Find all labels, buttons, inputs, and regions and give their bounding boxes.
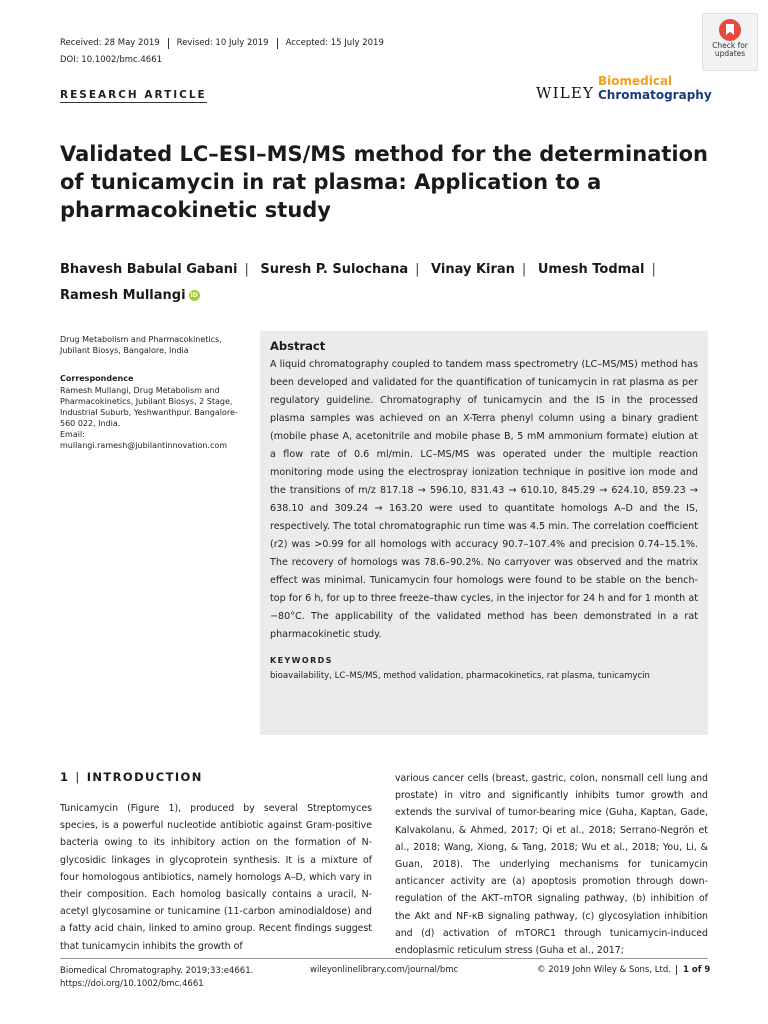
received-date: Received: 28 May 2019 <box>60 38 169 49</box>
journal-name-line1: Biomedical <box>598 74 673 88</box>
journal-logo <box>598 74 712 102</box>
author[interactable]: Umesh Todmal <box>537 262 645 277</box>
author-separator: | <box>521 262 527 277</box>
introduction-column-2: various cancer cells (breast, gastric, colon, nonsmall cell lung and prostate) in vitro and significantly inhibits tumor growth and extends the survival of tumor-bearing mice (Guha, Kaptan, Gade, Kalvakolanu, & Ahmed, 2017; Qi et al., 2018; Serrano-Negrón et al., 2018; Wang, Xiong, & Tang, 2018; Wu et al., 2018; You, Li, & Guan, 2018). The underlying mechanisms for tunicamycin anticancer activity are (a) apoptosis promotion through down-regulation of the AKT–mTOR signaling pathway, (b) inhibition of the Akt and NF-κB signaling pathway, (c) glycosylation inhibition and (d) activation of mTORC1 through tunicamycin-induced endoplasmic reticulum stress (Guha et al., 2017; <box>395 773 708 957</box>
author-separator: | <box>244 262 249 277</box>
affiliation: Drug Metabolism and Pharmacokinetics, Jubilant Biosys, Bangalore, India <box>60 335 222 355</box>
revised-date: Revised: 10 July 2019 <box>169 38 278 49</box>
journal-site-link[interactable]: wileyonlinelibrary.com/journal/bmc <box>310 965 459 975</box>
check-for-updates-label: Check for updates <box>712 41 748 58</box>
accepted-date: Accepted: 15 July 2019 <box>285 38 384 48</box>
doi-link[interactable]: https://doi.org/10.1002/bmc.4661 <box>60 979 204 989</box>
orcid-icon[interactable]: iD <box>190 292 198 299</box>
bookmark-icon <box>719 19 741 41</box>
check-for-updates-badge[interactable] <box>702 13 758 71</box>
article-title: Validated LC–ESI–MS/MS method for the determination of tunicamycin in rat plasma: Application to a pharmacokinetic study <box>60 142 708 222</box>
author[interactable]: Ramesh Mullangi <box>60 288 186 303</box>
author-list <box>60 257 700 309</box>
footer-citation <box>60 965 253 991</box>
author[interactable]: Bhavesh Babulal Gabani <box>60 262 238 277</box>
article-dates <box>60 38 392 49</box>
introduction-column-1: Tunicamycin (Figure 1), produced by several Streptomyces species, is a powerful nucleotide antibiotic against Gram-positive bacteria owing to its inhibitory action on the formation of N-glycosidic linkages in glycoprotein synthesis. It is a mixture of four homologous antibiotics, namely homologs A–D, which vary in their composition. Each homolog basically contains a uracil, N-acetyl glycosamine or tunicamine (11-carbon aminodialdose) and a fatty acid chain, linked to amino group. Recent findings suggest that tunicamycin inhibits the growth of <box>60 803 372 952</box>
abstract-heading: Abstract <box>270 339 326 353</box>
author-separator: | <box>651 262 656 277</box>
keywords: bioavailability, LC–MS/MS, method validation, pharmacokinetics, rat plasma, tunicamycin <box>270 671 650 681</box>
abstract-text: A liquid chromatography coupled to tandem mass spectrometry (LC–MS/MS) method has been developed and validated for the quantification of tunicamycin in rat plasma as per regulatory guideline. Chromatography of tunicamycin and the IS in the processed plasma samples was achieved on an X-Terra phenyl column using a binary gradient (mobile phase A, acetonitrile and mobile phase B, 5 mM ammonium formate) elution at a flow rate of 0.6 ml/min. LC–MS/MS was operated under the multiple reaction monitoring mode using the electrospray ionization technique in positive ion mode and the transitions of m/z 817.18 → 596.10, 831.43 → 610.10, 845.29 → 624.10, 859.23 → 638.10 and 309.24 → 163.20 were used to quantitate homologs A–D and the IS, respectively. The total chromatographic run time was 4.5 min. The correlation coefficient (r2) was >0.99 for all homologs with accuracy 90.7–107.4% and precision 0.74–15.1%. The recovery of homologs was 78.6–90.2%. No carryover was observed and the matrix effect was minimal. Tunicamycin four homologs were found to be stable on the bench-top for 6 h, for up to three freeze–thaw cycles, in the injector for 24 h and for 1 month at −80°C. The applicability of the validated method has been demonstrated in a rat pharmacokinetic study. <box>270 359 698 640</box>
section-title: INTRODUCTION <box>86 770 203 784</box>
journal-citation: Biomedical Chromatography. 2019;33:e4661. <box>60 966 254 976</box>
heading-separator: | <box>75 770 81 784</box>
section-number: 1 <box>60 770 70 784</box>
journal-name-line2: Chromatography <box>598 88 712 102</box>
author[interactable]: Suresh P. Sulochana <box>260 262 409 277</box>
page-number: 1 of 9 <box>676 965 710 975</box>
doi: DOI: 10.1002/bmc.4661 <box>60 55 163 65</box>
correspondence-address: Ramesh Mullangi, Drug Metabolism and Pharmacokinetics, Jubilant Biosys, 2 Stage, Industrial Suburb, Yeshwanthpur. Bangalore-560 022, India. <box>60 386 238 428</box>
correspondence-email[interactable]: Email: mullangi.ramesh@jubilantinnovation.com <box>60 430 228 450</box>
keywords-heading: KEYWORDS <box>270 656 333 665</box>
copyright: © 2019 John Wiley & Sons, Ltd. <box>537 965 671 975</box>
correspondence-heading: Correspondence <box>60 374 134 383</box>
publisher-logo: WILEY <box>536 84 595 102</box>
introduction-heading <box>60 770 203 784</box>
correspondence <box>60 385 245 451</box>
author[interactable]: Vinay Kiran <box>431 262 515 277</box>
author-separator: | <box>415 262 420 277</box>
section-label: RESEARCH ARTICLE <box>60 89 207 101</box>
abstract-box <box>260 331 708 735</box>
footer-divider <box>60 958 708 959</box>
